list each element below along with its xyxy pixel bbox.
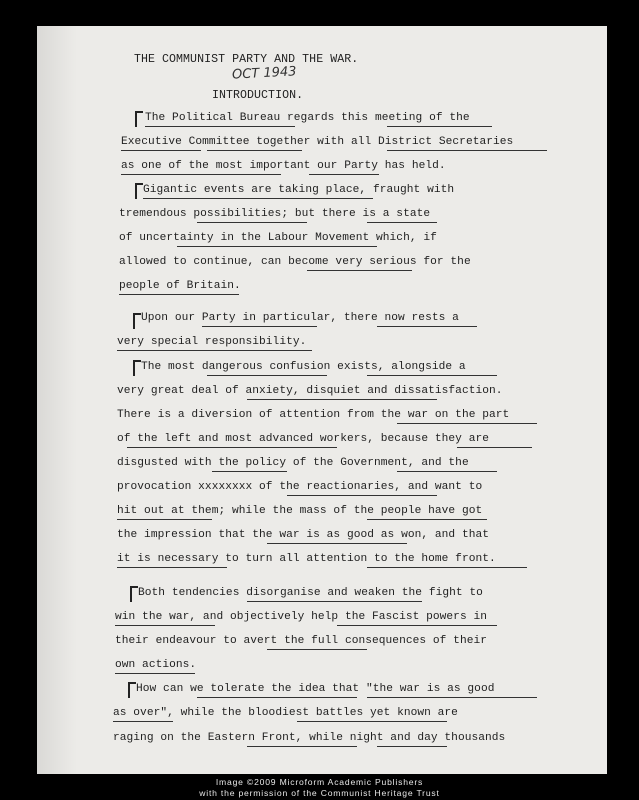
text-line: Upon our Party in particular, there now rests a [141, 312, 459, 324]
text-line: of uncertainty in the Labour Movement which, if [119, 232, 437, 244]
underline-mark [115, 673, 195, 674]
underline-mark [212, 471, 287, 472]
underline-mark [377, 746, 447, 747]
document-title [37, 53, 607, 75]
underline-mark [117, 567, 227, 568]
text-line: Executive Committee together with all District Secretaries [121, 136, 514, 148]
text-line: provocation xxxxxxxx of the reactionaries, and want to [117, 481, 483, 493]
underline-mark [143, 198, 373, 199]
underline-mark [207, 150, 302, 151]
underline-mark [117, 350, 312, 351]
underline-mark [367, 697, 537, 698]
underline-mark [457, 447, 532, 448]
underline-mark [367, 567, 527, 568]
section-heading [37, 89, 607, 111]
underline-mark [267, 543, 407, 544]
text-line: Both tendencies disorganise and weaken the fight to [138, 587, 483, 599]
text-line: disgusted with the policy of the Government, and the [117, 457, 469, 469]
underline-mark [121, 150, 201, 151]
underline-mark [207, 375, 327, 376]
underline-mark [297, 721, 447, 722]
text-line: win the war, and objectively help the Fascist powers in [115, 611, 487, 623]
text-line: very great deal of anxiety, disquiet and dissatisfaction. [117, 385, 503, 397]
underline-mark [387, 126, 492, 127]
text-line: as one of the most important our Party has held. [121, 160, 446, 172]
document-page [37, 26, 607, 774]
text-line: allowed to continue, can become very serious for the [119, 256, 471, 268]
underline-mark [121, 174, 281, 175]
text-line: raging on the Eastern Front, while night and day thousands [113, 732, 506, 744]
section-heading-text: INTRODUCTION. [212, 89, 304, 102]
text-line: There is a diversion of attention from the war on the part [117, 409, 510, 421]
underline-mark [202, 326, 317, 327]
underline-mark [387, 150, 547, 151]
underline-mark [197, 697, 357, 698]
underline-mark [115, 625, 215, 626]
handwritten-date: OCT 1943 [231, 64, 297, 83]
text-line: people of Britain. [119, 280, 241, 292]
underline-mark [117, 519, 212, 520]
text-line: it is necessary to turn all attention to the home front. [117, 553, 496, 565]
underline-mark [397, 423, 537, 424]
text-line: The most dangerous confusion exists, alongside a [141, 361, 466, 373]
text-line: The Political Bureau regards this meeting of the [145, 112, 470, 124]
underline-mark [397, 471, 497, 472]
text-line: very special responsibility. [117, 336, 307, 348]
text-line: their endeavour to avert the full consequences of their [115, 635, 487, 647]
text-line: as over", while the bloodiest battles yet known are [113, 707, 458, 719]
underline-mark [307, 270, 412, 271]
copyright-footer-line1: Image ©2009 Microform Academic Publishers [215, 777, 424, 787]
document-title-text: THE COMMUNIST PARTY AND THE WAR. [134, 53, 359, 66]
underline-mark [267, 649, 367, 650]
underline-mark [367, 519, 487, 520]
text-line: Gigantic events are taking place, fraught with [143, 184, 455, 196]
text-line: hit out at them; while the mass of the people have got [117, 505, 483, 517]
underline-mark [377, 326, 477, 327]
text-line: own actions. [115, 659, 197, 671]
underline-mark [367, 375, 497, 376]
text-line: the impression that the war is as good as won, and that [117, 529, 489, 541]
underline-mark [145, 126, 295, 127]
copyright-footer-line2: with the permission of the Communist Heritage Trust [199, 788, 440, 798]
underline-mark [367, 222, 437, 223]
underline-mark [247, 601, 422, 602]
text-line: How can we tolerate the idea that "the war is as good [136, 683, 495, 695]
underline-mark [127, 447, 337, 448]
underline-mark [247, 746, 357, 747]
text-line: tremendous possibilities; but there is a state [119, 208, 431, 220]
underline-mark [337, 625, 497, 626]
underline-mark [113, 721, 173, 722]
underline-mark [309, 174, 379, 175]
underline-mark [177, 246, 377, 247]
underline-mark [197, 222, 307, 223]
underline-mark [287, 495, 437, 496]
underline-mark [119, 294, 239, 295]
underline-mark [247, 399, 437, 400]
text-line: of the left and most advanced workers, because they are [117, 433, 489, 445]
